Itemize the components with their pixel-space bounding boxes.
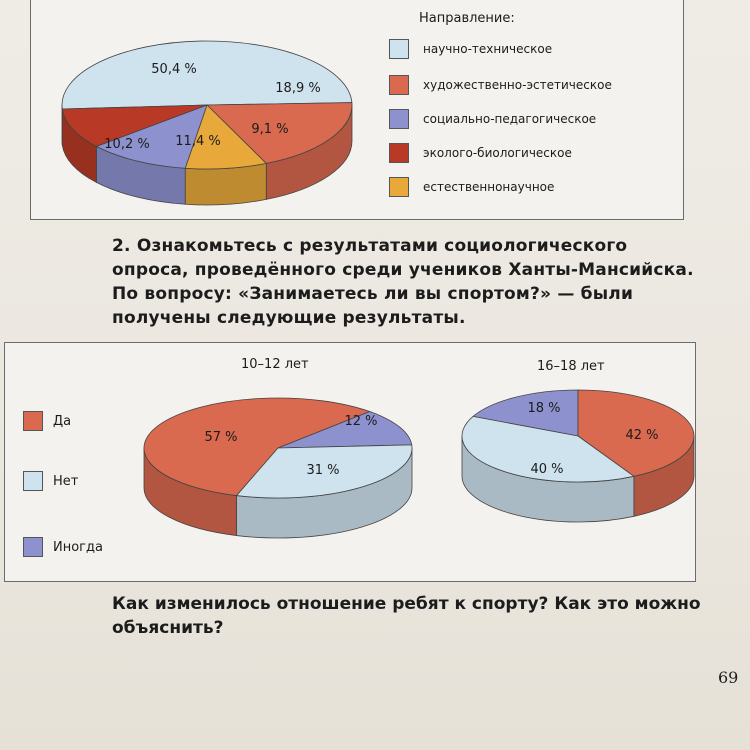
pie-value-label: 10,2 %	[104, 137, 150, 152]
legend-label: естественнонаучное	[423, 180, 555, 194]
pie-value-label: 9,1 %	[251, 122, 289, 137]
legend-label: художественно-эстетическое	[423, 78, 612, 92]
chart-title-16-18: 16–18 лет	[537, 359, 605, 374]
task-body: Ознакомьтесь с результатами социологического опроса, проведённого среди учеников Ханты-Мансийска. По вопросу: «Занимаетесь ли вы спортом?» — были получены следующие результаты.	[112, 236, 694, 328]
chart-title-10-12: 10–12 лет	[241, 357, 309, 372]
task-number: 2.	[112, 236, 131, 256]
pie-value-label: 12 %	[344, 414, 378, 429]
pie-value-label: 31 %	[306, 463, 340, 478]
question-text: Как изменилось отношение ребят к спорту? Как это можно объяснить?	[112, 594, 701, 638]
pie-side-0-2	[185, 163, 266, 205]
pie-value-label: 57 %	[204, 430, 238, 445]
legend-title: Направление:	[419, 11, 515, 26]
pie-chart-0	[62, 41, 352, 205]
pie-value-label: 18,9 %	[275, 81, 321, 96]
legend-label: научно-техническое	[423, 42, 553, 56]
legend-label: Да	[53, 413, 72, 429]
pie-value-label: 40 %	[530, 462, 564, 477]
pie-slice-0-0	[62, 41, 352, 109]
pie-value-label: 42 %	[625, 428, 659, 443]
page-number: 69	[718, 668, 739, 687]
pie-chart-1	[144, 398, 412, 538]
pie-value-label: 11,4 %	[175, 134, 221, 149]
pie-value-label: 50,4 %	[151, 62, 197, 77]
legend-label: Иногда	[53, 539, 103, 555]
pie-chart-2	[462, 390, 694, 522]
pie-value-label: 18 %	[527, 401, 561, 416]
legend-label: Нет	[53, 473, 79, 489]
legend-label: социально-педагогическое	[423, 112, 597, 126]
legend-label: эколого-биологическое	[423, 146, 572, 160]
